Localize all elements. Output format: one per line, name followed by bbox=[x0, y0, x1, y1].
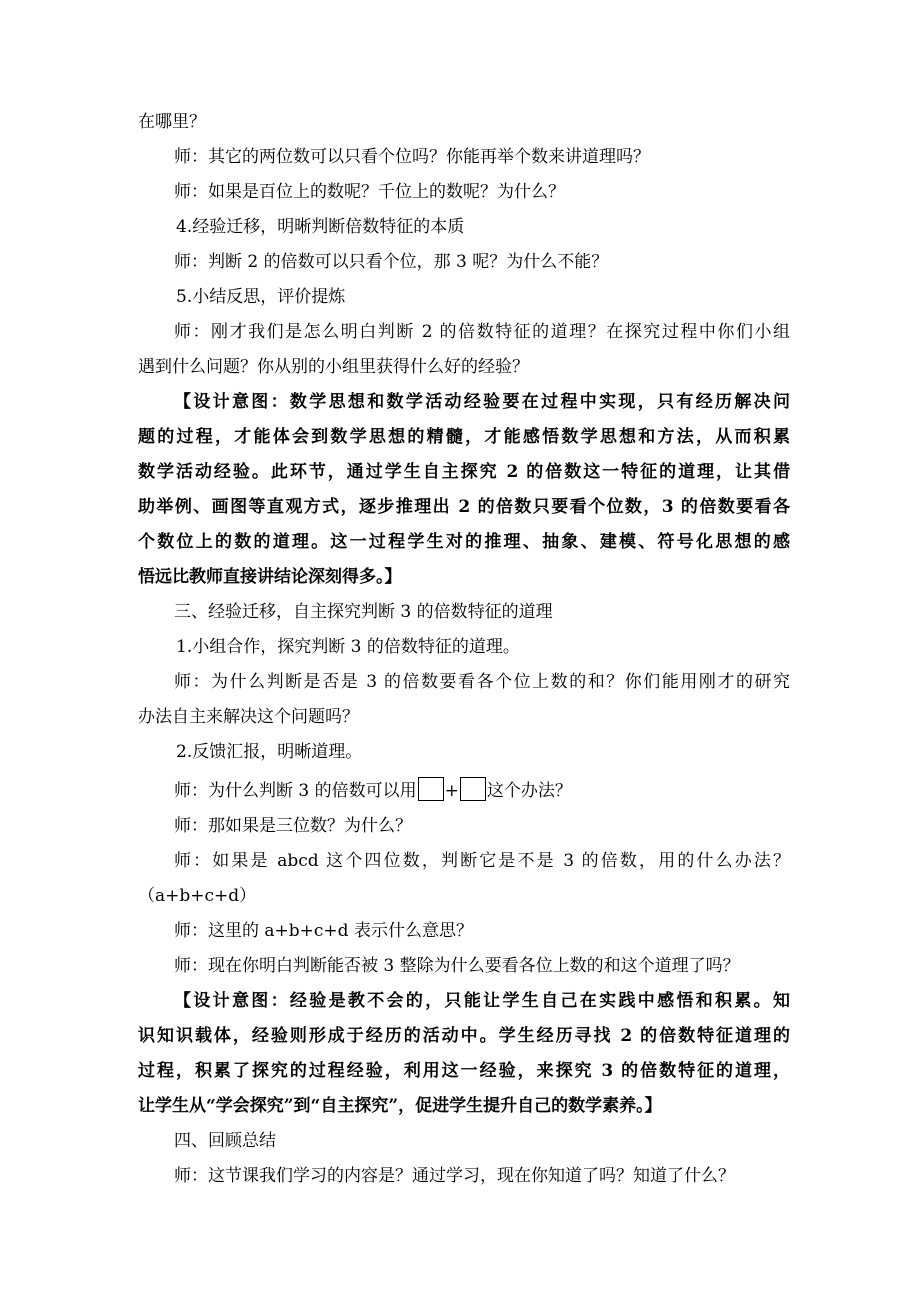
paragraph-line: （a+b+c+d） bbox=[138, 886, 257, 906]
paragraph-line: 师：判断 2 的倍数可以只看个位，那 3 呢？为什么不能？ bbox=[174, 252, 609, 272]
section-heading: 三、经验迁移，自主探究判断 3 的倍数特征的道理 bbox=[174, 602, 553, 622]
design-intent-block-1 bbox=[138, 392, 790, 588]
section-heading: 1.小组合作，探究判断 3 的倍数特征的道理。 bbox=[176, 637, 520, 657]
plus-sign: + bbox=[444, 781, 459, 801]
paragraph-line: 遇到什么问题？你从别的小组里获得什么好的经验？ bbox=[138, 357, 529, 377]
section-heading: 2.反馈汇报，明晰道理。 bbox=[176, 742, 363, 762]
paragraph-line: 【设计意图：经验是教不会的，只能让学生自己在实践中感悟和积累。知 bbox=[174, 991, 790, 1011]
paragraph-line: 识知识载体，经验则形成于经历的活动中。学生经历寻找 2 的倍数特征道理的 bbox=[138, 1026, 790, 1046]
paragraph-line: 【设计意图：数学思想和数学活动经验要在过程中实现，只有经历解决问 bbox=[174, 392, 790, 412]
paragraph-line: 过程，积累了探究的过程经验，利用这一经验，来探究 3 的倍数特征的道理， bbox=[138, 1061, 790, 1081]
blank-box bbox=[418, 777, 444, 801]
paragraph-line: 师：那如果是三位数？为什么？ bbox=[174, 816, 412, 836]
text-run: 师：为什么判断 3 的倍数可以用 bbox=[174, 781, 417, 801]
paragraph-line: 师：现在你明白判断能否被 3 整除为什么要看各位上数的和这个道理了吗？ bbox=[174, 956, 740, 976]
paragraph-line: 师：这节课我们学习的内容是？通过学习，现在你知道了吗？知道了什么？ bbox=[174, 1166, 735, 1186]
paragraph-line bbox=[138, 777, 790, 802]
paragraph-line: 数学活动经验。此环节，通过学生自主探究 2 的倍数这一特征的道理，让其借 bbox=[138, 462, 790, 482]
paragraph-line: 悟远比教师直接讲结论深刻得多。】 bbox=[138, 567, 402, 587]
paragraph-line: 师：这里的 a+b+c+d 表示什么意思？ bbox=[174, 921, 473, 941]
paragraph-line: 办法自主来解决这个问题吗？ bbox=[138, 707, 359, 727]
text-run: 这个办法？ bbox=[486, 781, 572, 801]
blank-box bbox=[460, 777, 486, 801]
paragraph-line: 让学生从“学会探究”到“自主探究”，促进学生提升自己的数学素养。】 bbox=[138, 1096, 662, 1116]
design-intent-block-2 bbox=[138, 991, 790, 1117]
paragraph-line: 师：如果是 abcd 这个四位数，判断它是不是 3 的倍数，用的什么办法？ bbox=[174, 851, 790, 871]
paragraph-line: 师：如果是百位上的数呢？千位上的数呢？为什么？ bbox=[174, 182, 565, 202]
paragraph-line: 师：刚才我们是怎么明白判断 2 的倍数特征的道理？在探究过程中你们小组 bbox=[174, 322, 790, 342]
section-heading: 4.经验迁移，明晰判断倍数特征的本质 bbox=[176, 217, 465, 237]
paragraph-line: 师：为什么判断是否是 3 的倍数要看各个位上数的和？你们能用刚才的研究 bbox=[174, 672, 790, 692]
paragraph-line: 在哪里？ bbox=[138, 112, 206, 132]
paragraph-line: 师：其它的两位数可以只看个位吗？你能再举个数来讲道理吗？ bbox=[174, 147, 650, 167]
paragraph-line: 个数位上的数的道理。这一过程学生对的推理、抽象、建模、符号化思想的感 bbox=[138, 532, 790, 552]
paragraph-line: 题的过程，才能体会到数学思想的精髓，才能感悟数学思想和方法，从而积累 bbox=[138, 427, 790, 447]
paragraph-line: 助举例、画图等直观方式，逐步推理出 2 的倍数只要看个位数，3 的倍数要看各 bbox=[138, 497, 790, 517]
document-body bbox=[138, 112, 790, 1201]
section-heading: 四、回顾总结 bbox=[174, 1131, 276, 1151]
section-heading: 5.小结反思，评价提炼 bbox=[176, 287, 346, 307]
